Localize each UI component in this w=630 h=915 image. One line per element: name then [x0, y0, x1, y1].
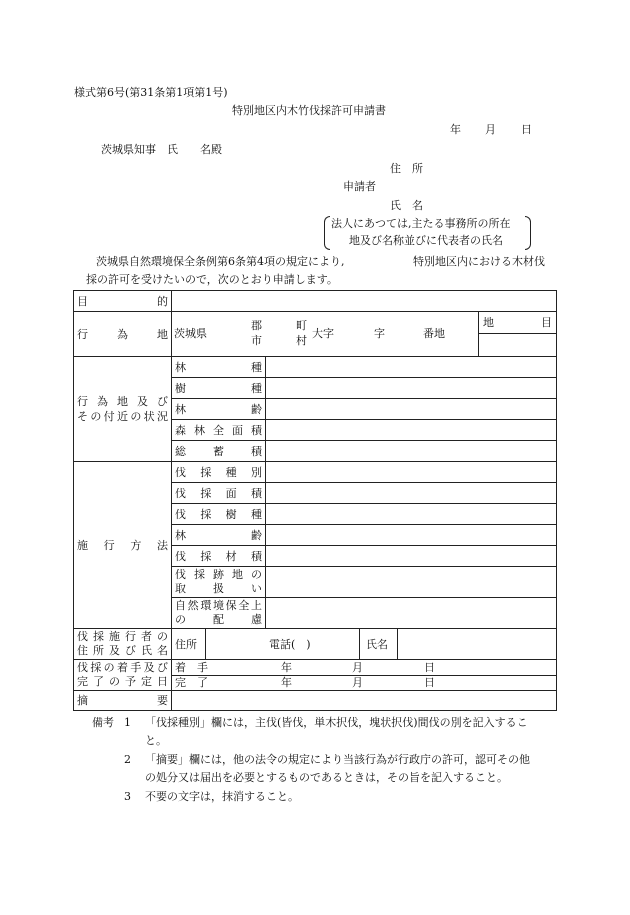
intro-line-2: 採の許可を受けたいので，次のとおり申請します。: [86, 273, 338, 286]
site-machi: 町: [296, 319, 307, 332]
address-label: 住 所: [390, 162, 423, 175]
note-1-number: 1: [124, 716, 131, 729]
operator-phone: 電話( ): [269, 638, 311, 651]
name-label: 氏 名: [390, 199, 423, 212]
application-table: [73, 290, 557, 711]
method-label: 施行方法: [74, 462, 172, 629]
chimoku-header: [479, 312, 556, 334]
method-item-2: 伐採面積: [172, 483, 266, 504]
site-oaza: 大字: [312, 327, 334, 340]
note-1-line-a: 「伐採種別」欄には，主伐(皆伐，単木択伐，塊状択伐)間伐の別を記入するこ: [145, 716, 528, 729]
purpose-label: 目的: [74, 291, 172, 312]
chimoku-field[interactable]: [479, 334, 556, 356]
note-2-line-b: の処分又は届出を必要とするものであるときは，その旨を記入すること。: [145, 771, 508, 784]
site-field[interactable]: [172, 312, 479, 357]
method-field-2[interactable]: [266, 483, 557, 504]
method-field-7[interactable]: [266, 598, 557, 629]
situation-item-2: 樹種: [172, 378, 266, 399]
situation-item-3: 林齢: [172, 399, 266, 420]
date-month: 月: [485, 123, 496, 136]
method-item-1: 伐採種別: [172, 462, 266, 483]
site-mura: 村: [296, 334, 307, 347]
operator-name-label: 氏名: [366, 638, 388, 651]
finish-label: 完 了: [175, 676, 208, 689]
situation-item-1: 林種: [172, 357, 266, 378]
situation-item-4: 森林全面積: [172, 420, 266, 441]
start-year: 年: [281, 661, 292, 674]
method-item-3: 伐採樹種: [172, 504, 266, 525]
addressee: 茨城県知事 氏 名殿: [101, 143, 222, 156]
operator-label: 伐採施行者の 住所及び氏名: [74, 629, 172, 660]
summary-field[interactable]: [172, 691, 557, 711]
note-2-number: 2: [124, 753, 131, 766]
method-field-5[interactable]: [266, 546, 557, 567]
start-month: 月: [352, 661, 363, 674]
method-field-4[interactable]: [266, 525, 557, 546]
left-bracket: [324, 216, 330, 250]
page-title: 特別地区内木竹伐採許可申請書: [232, 104, 386, 117]
date-year: 年: [450, 123, 461, 136]
schedule-field[interactable]: [172, 660, 557, 691]
chimoku-label-2: 目: [541, 316, 553, 329]
right-bracket: [525, 216, 531, 250]
method-item-6: 伐採跡地の 取扱い: [172, 567, 266, 598]
applicant-label: 申請者: [343, 180, 376, 193]
situation-field-4[interactable]: [266, 420, 557, 441]
notes-label: 備考: [92, 716, 114, 729]
situation-field-1[interactable]: [266, 357, 557, 378]
finish-year: 年: [281, 676, 292, 689]
finish-month: 月: [352, 676, 363, 689]
start-day: 日: [424, 661, 435, 674]
site-aza: 字: [374, 327, 385, 340]
intro-line-1a: 茨城県自然環境保全条例第6条第4項の規定により,: [96, 255, 345, 268]
intro-line-1b: 特別地区内における木材伐: [413, 255, 545, 268]
method-item-4: 林齢: [172, 525, 266, 546]
method-field-6[interactable]: [266, 567, 557, 598]
note-3-line-a: 不要の文字は，抹消すること。: [145, 790, 299, 803]
method-field-3[interactable]: [266, 504, 557, 525]
summary-label: 摘要: [74, 691, 172, 711]
operator-divider-1: [205, 629, 206, 659]
schedule-divider: [172, 675, 556, 676]
operator-divider-2: [359, 629, 360, 659]
site-shi: 市: [251, 334, 262, 347]
situation-label: 行為地及び その付近の状況: [74, 357, 172, 462]
site-gun: 郡: [251, 319, 262, 332]
corp-note-2: 地及び名称並びに代表者の氏名: [349, 234, 503, 247]
finish-day: 日: [424, 676, 435, 689]
start-label: 着 手: [175, 661, 208, 674]
operator-address-label: 住所: [175, 638, 197, 651]
note-3-number: 3: [124, 790, 131, 803]
corp-note-1: 法人にあつては,主たる事務所の所在: [331, 217, 511, 230]
form-number: 様式第6号(第31条第1項第1号): [74, 86, 228, 99]
operator-divider-3: [397, 629, 398, 659]
situation-field-2[interactable]: [266, 378, 557, 399]
operator-field[interactable]: [172, 629, 557, 660]
site-label: 行為地: [74, 312, 172, 357]
situation-field-3[interactable]: [266, 399, 557, 420]
site-banchi: 番地: [423, 327, 445, 340]
method-item-7: 自然環境保全上 の配慮: [172, 598, 266, 629]
chimoku-cell: [479, 312, 557, 357]
note-1-line-b: と。: [145, 734, 167, 747]
note-2-line-a: 「摘要」欄には，他の法令の規定により当該行為が行政庁の許可，認可その他: [145, 753, 530, 766]
chimoku-label-1: 地: [483, 316, 494, 329]
site-pref: 茨城県: [174, 327, 207, 340]
date-day: 日: [521, 123, 532, 136]
purpose-field[interactable]: [172, 291, 557, 312]
situation-item-5: 総蓄積: [172, 441, 266, 462]
method-item-5: 伐採材積: [172, 546, 266, 567]
situation-field-5[interactable]: [266, 441, 557, 462]
schedule-label: 伐採の着手及び 完了の予定日: [74, 660, 172, 691]
method-field-1[interactable]: [266, 462, 557, 483]
